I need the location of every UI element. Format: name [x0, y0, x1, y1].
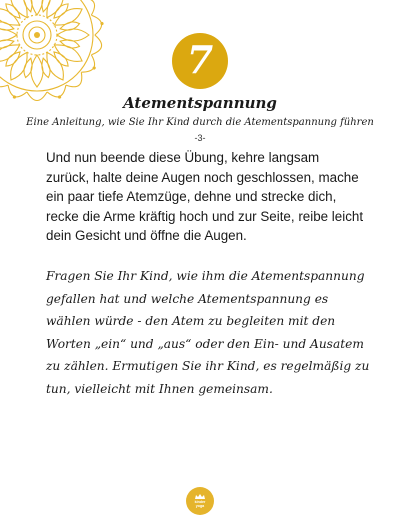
page-indicator: -3- — [194, 133, 206, 143]
instruction-paragraph: Und nun beende diese Übung, kehre langsam zurück, halte deine Augen noch geschlossen, mache ein paar tiefe Atemzüge, dehne und strecke dich, recke die Arme kräftig hoch und zur Seite, reibe leicht dein Gesicht und öffne die Augen. — [46, 150, 364, 243]
page-title: Atementspannung — [123, 94, 277, 112]
step-number: 7 — [186, 37, 214, 82]
logo-text-line2: yoga — [195, 504, 205, 508]
page-subtitle: Eine Anleitung, wie Sie Ihr Kind durch die Atementspannung führen — [26, 117, 374, 128]
logo-text-line1: kinder — [194, 500, 206, 504]
parent-note-paragraph: Fragen Sie Ihr Kind, wie ihm die Atementspannung gefallen hat und welche Atementspannung es wählen würde - den Atem zu begleiten mit den Worten „ein“ und „aus“ oder den Ein- und Ausatem zu zählen. Ermutigen Sie ihr Kind, es regelmäßig zu tun, vielleicht mit Ihnen gemeinsam. — [46, 269, 370, 396]
step-number-badge — [172, 33, 228, 89]
brand-logo — [186, 487, 214, 515]
crown-icon — [195, 494, 205, 499]
